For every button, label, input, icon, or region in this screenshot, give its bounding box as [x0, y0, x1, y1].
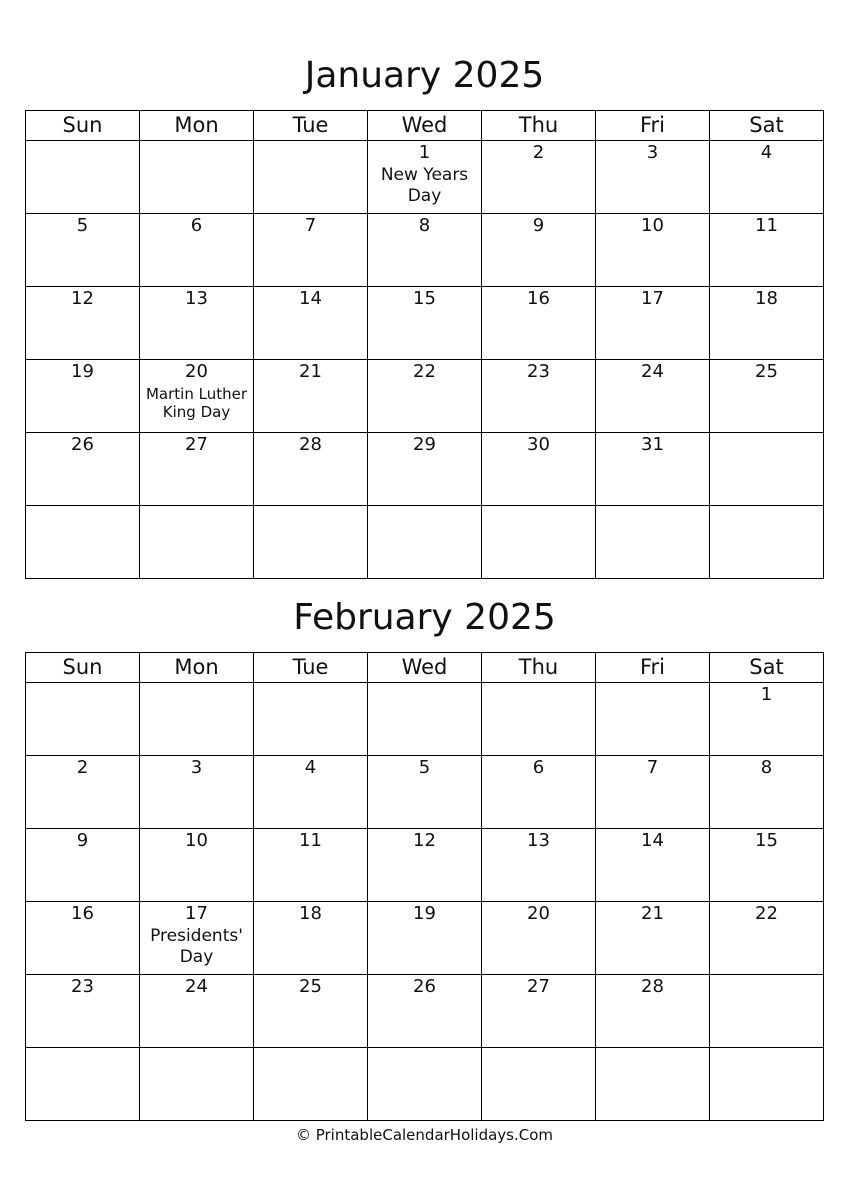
day-cell	[482, 829, 596, 902]
day-number: 18	[755, 288, 778, 309]
day-number: 13	[185, 288, 208, 309]
day-cell	[254, 433, 368, 506]
empty-day-cell	[596, 683, 710, 756]
weekday-header: Mon	[140, 653, 254, 683]
weekday-header: Sun	[26, 653, 140, 683]
day-number: 28	[299, 434, 322, 455]
empty-day-cell	[140, 141, 254, 214]
day-cell	[368, 287, 482, 360]
day-cell	[368, 902, 482, 975]
day-cell	[26, 360, 140, 433]
week-row	[26, 902, 824, 975]
day-number: 20	[185, 361, 208, 382]
day-cell	[482, 433, 596, 506]
empty-day-cell	[26, 506, 140, 579]
day-cell	[26, 902, 140, 975]
day-number: 25	[299, 976, 322, 997]
day-cell	[710, 141, 824, 214]
month-title-february: February 2025	[293, 597, 556, 638]
day-cell	[26, 433, 140, 506]
calendar-grid-january	[25, 110, 824, 579]
day-number: 1	[418, 142, 431, 163]
day-number: 1	[760, 684, 773, 705]
empty-day-cell	[140, 683, 254, 756]
week-row	[26, 214, 824, 287]
day-number: 23	[527, 361, 550, 382]
week-row	[26, 360, 824, 433]
day-number: 19	[71, 361, 94, 382]
day-number: 10	[641, 215, 664, 236]
day-number: 2	[76, 757, 89, 778]
day-cell	[26, 287, 140, 360]
empty-day-cell	[710, 1048, 824, 1121]
weekday-header-row	[26, 653, 824, 683]
empty-day-cell	[26, 1048, 140, 1121]
weekday-header: Tue	[254, 111, 368, 141]
day-number: 11	[299, 830, 322, 851]
day-cell	[140, 902, 254, 975]
day-cell	[482, 975, 596, 1048]
empty-day-cell	[254, 683, 368, 756]
day-number: 8	[418, 215, 431, 236]
empty-day-cell	[140, 1048, 254, 1121]
weekday-header: Thu	[482, 111, 596, 141]
day-number: 20	[527, 903, 550, 924]
day-number: 16	[71, 903, 94, 924]
day-cell	[368, 756, 482, 829]
day-number: 8	[760, 757, 773, 778]
day-number: 29	[413, 434, 436, 455]
day-number: 13	[527, 830, 550, 851]
day-number: 25	[755, 361, 778, 382]
empty-day-cell	[482, 506, 596, 579]
day-cell	[254, 287, 368, 360]
weekday-header: Mon	[140, 111, 254, 141]
day-cell	[254, 975, 368, 1048]
day-number: 9	[532, 215, 545, 236]
empty-day-cell	[140, 506, 254, 579]
empty-day-cell	[254, 141, 368, 214]
weekday-header: Sat	[710, 111, 824, 141]
day-cell	[482, 902, 596, 975]
empty-day-cell	[596, 1048, 710, 1121]
week-row	[26, 433, 824, 506]
week-row	[26, 756, 824, 829]
day-cell	[596, 214, 710, 287]
holiday-label: Martin Luther King Day	[145, 385, 247, 421]
day-cell	[710, 214, 824, 287]
weekday-header: Wed	[368, 111, 482, 141]
day-cell	[254, 360, 368, 433]
empty-day-cell	[710, 506, 824, 579]
day-cell	[140, 756, 254, 829]
day-number: 24	[641, 361, 664, 382]
day-cell	[368, 829, 482, 902]
day-cell	[596, 360, 710, 433]
week-row	[26, 683, 824, 756]
day-number: 19	[413, 903, 436, 924]
day-cell	[710, 360, 824, 433]
empty-day-cell	[368, 1048, 482, 1121]
day-cell	[26, 214, 140, 287]
day-cell	[596, 433, 710, 506]
day-number: 21	[299, 361, 322, 382]
day-number: 27	[185, 434, 208, 455]
day-cell	[140, 433, 254, 506]
day-number: 12	[413, 830, 436, 851]
empty-day-cell	[368, 683, 482, 756]
empty-day-cell	[710, 975, 824, 1048]
weekday-header: Thu	[482, 653, 596, 683]
weekday-header: Fri	[596, 653, 710, 683]
day-number: 7	[646, 757, 659, 778]
day-cell	[140, 829, 254, 902]
day-number: 12	[71, 288, 94, 309]
day-number: 24	[185, 976, 208, 997]
weekday-header: Fri	[596, 111, 710, 141]
week-row	[26, 829, 824, 902]
calendar-grid-february	[25, 652, 824, 1121]
day-number: 22	[413, 361, 436, 382]
empty-day-cell	[482, 683, 596, 756]
day-cell	[254, 902, 368, 975]
day-cell	[26, 975, 140, 1048]
day-number: 5	[76, 215, 89, 236]
day-cell	[710, 756, 824, 829]
day-cell	[368, 975, 482, 1048]
day-cell	[710, 902, 824, 975]
day-number: 22	[755, 903, 778, 924]
week-row	[26, 975, 824, 1048]
week-row	[26, 1048, 824, 1121]
day-number: 4	[760, 142, 773, 163]
empty-day-cell	[368, 506, 482, 579]
day-number: 17	[641, 288, 664, 309]
day-cell	[482, 360, 596, 433]
day-number: 10	[185, 830, 208, 851]
day-cell	[254, 214, 368, 287]
empty-day-cell	[254, 1048, 368, 1121]
day-number: 4	[304, 757, 317, 778]
week-row	[26, 141, 824, 214]
day-cell	[710, 683, 824, 756]
week-row	[26, 506, 824, 579]
empty-day-cell	[596, 506, 710, 579]
empty-day-cell	[482, 1048, 596, 1121]
day-number: 3	[190, 757, 203, 778]
day-number: 26	[413, 976, 436, 997]
empty-day-cell	[710, 433, 824, 506]
empty-day-cell	[26, 683, 140, 756]
day-cell	[482, 141, 596, 214]
day-number: 11	[755, 215, 778, 236]
day-cell	[254, 756, 368, 829]
day-cell	[710, 829, 824, 902]
day-number: 6	[190, 215, 203, 236]
empty-day-cell	[254, 506, 368, 579]
day-number: 21	[641, 903, 664, 924]
day-cell	[140, 214, 254, 287]
day-number: 15	[755, 830, 778, 851]
day-cell	[26, 756, 140, 829]
day-number: 28	[641, 976, 664, 997]
week-row	[26, 287, 824, 360]
day-cell	[254, 829, 368, 902]
day-number: 26	[71, 434, 94, 455]
day-number: 16	[527, 288, 550, 309]
weekday-header: Sat	[710, 653, 824, 683]
day-number: 15	[413, 288, 436, 309]
day-number: 27	[527, 976, 550, 997]
day-cell	[482, 756, 596, 829]
copyright-footer: © PrintableCalendarHolidays.Com	[295, 1126, 554, 1144]
day-cell	[140, 360, 254, 433]
day-number: 23	[71, 976, 94, 997]
day-number: 31	[641, 434, 664, 455]
day-number: 7	[304, 215, 317, 236]
day-number: 14	[641, 830, 664, 851]
holiday-label: Presidents' Day	[150, 926, 243, 967]
day-cell	[596, 975, 710, 1048]
day-number: 14	[299, 288, 322, 309]
day-number: 30	[527, 434, 550, 455]
day-cell	[368, 360, 482, 433]
day-cell	[26, 829, 140, 902]
day-cell	[596, 287, 710, 360]
day-number: 18	[299, 903, 322, 924]
day-cell	[368, 433, 482, 506]
weekday-header-row	[26, 111, 824, 141]
day-cell	[596, 141, 710, 214]
empty-day-cell	[26, 141, 140, 214]
month-title-january: January 2025	[304, 55, 545, 96]
weekday-header: Sun	[26, 111, 140, 141]
day-number: 6	[532, 757, 545, 778]
holiday-label: New Years Day	[380, 165, 469, 206]
day-cell	[140, 975, 254, 1048]
weekday-header: Wed	[368, 653, 482, 683]
day-cell	[710, 287, 824, 360]
day-number: 3	[646, 142, 659, 163]
day-cell	[140, 287, 254, 360]
day-number: 17	[185, 903, 208, 924]
day-cell	[482, 287, 596, 360]
weekday-header: Tue	[254, 653, 368, 683]
day-number: 2	[532, 142, 545, 163]
day-cell	[596, 829, 710, 902]
day-cell	[368, 214, 482, 287]
day-number: 9	[76, 830, 89, 851]
day-cell	[596, 902, 710, 975]
day-cell	[596, 756, 710, 829]
day-number: 5	[418, 757, 431, 778]
day-cell	[482, 214, 596, 287]
day-cell	[368, 141, 482, 214]
